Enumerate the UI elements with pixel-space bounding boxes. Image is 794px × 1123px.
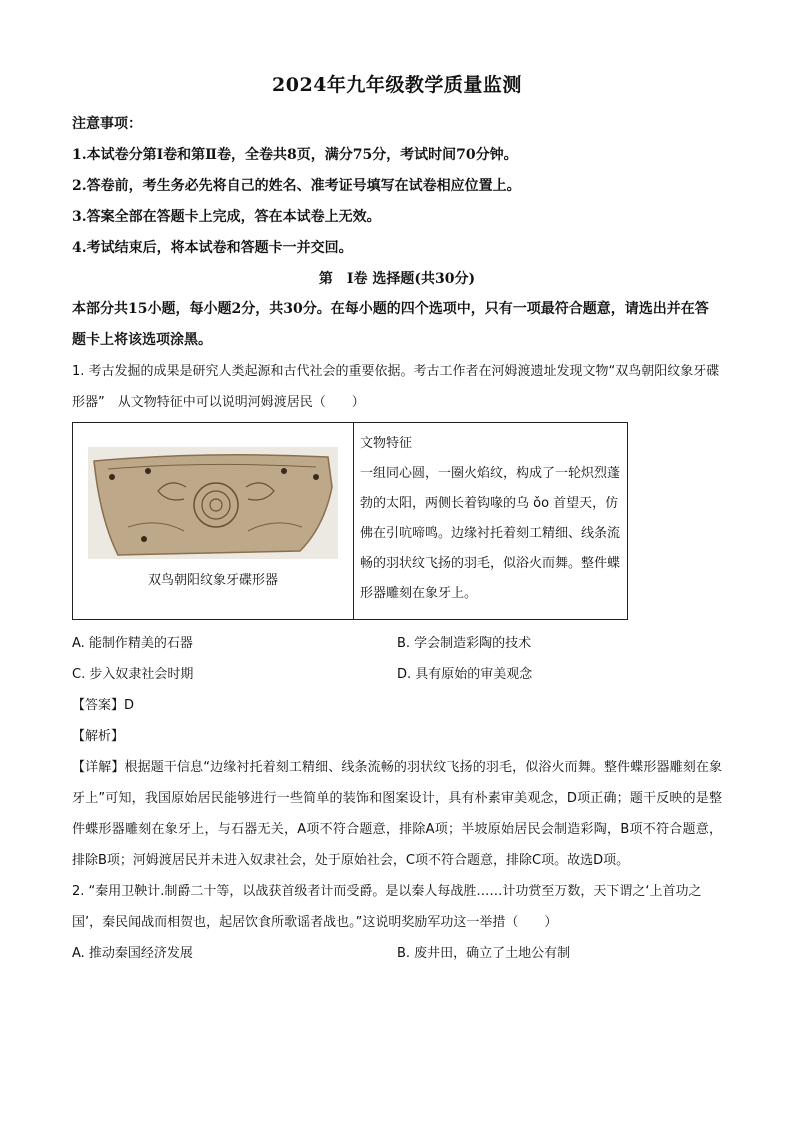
analysis-label: 【解析】 xyxy=(72,729,125,744)
artifact-features-cell xyxy=(354,423,628,620)
artifact-table xyxy=(72,422,628,620)
artifact-image-cell xyxy=(73,423,354,620)
artifact-caption: 双鸟朝阳纹象牙碟形器 xyxy=(147,573,278,588)
page-title: 2024年九年级教学质量监测 xyxy=(272,74,522,96)
option-a: A. 能制作精美的石器 xyxy=(72,636,193,651)
question-1-options xyxy=(72,628,722,690)
notice-item-4: 4.考试结束后，将本试卷和答题卡一并交回。 xyxy=(72,240,353,256)
question-2-options xyxy=(72,938,722,969)
notice-heading: 注意事项： xyxy=(72,116,142,132)
question-1-stem: 1. 考古发掘的成果是研究人类起源和古代社会的重要依据。考古工作者在河姆渡遗址发现文物“双鸟朝阳纹象牙碟形器” 从文物特征中可以说明河姆渡居民（ ） xyxy=(72,364,720,410)
answer-label: 【答案】D xyxy=(72,698,135,713)
option-b: B. 学会制造彩陶的技术 xyxy=(397,636,532,651)
artifact-image xyxy=(88,447,338,559)
notice-item-1: 1.本试卷分第Ⅰ卷和第Ⅱ卷，全卷共8页，满分75分，考试时间70分钟。 xyxy=(72,147,518,163)
question-2-stem: 2. “秦用卫鞅计.制爵二十等，以战获首级者计而受爵。是以秦人每战胜……计功赏至万数，天下谓之‘上首功之国’，秦民闻战而相贺也，起居饮食所歌谣者战也。”这说明奖励军功这一举措（ ） xyxy=(72,884,702,930)
section-title: 第 Ⅰ卷 选择题(共30分) xyxy=(318,271,476,287)
exam-page xyxy=(72,70,722,969)
q2-option-b: B. 废井田，确立了土地公有制 xyxy=(397,946,571,961)
feature-heading: 文物特征 xyxy=(360,436,413,451)
section-intro: 本部分共15小题，每小题2分，共30分。在每小题的四个选项中，只有一项最符合题意，请选出并在答题卡上将该选项涂黑。 xyxy=(72,301,709,348)
option-c: C. 步入奴隶社会时期 xyxy=(72,667,194,682)
feature-text: 一组同心圆，一圈火焰纹，构成了一轮炽烈蓬勃的太阳，两侧长着钩喙的乌 ǒo 首望天，仿佛在引吭啼鸣。边缘衬托着刻工精细、线条流畅的羽状纹飞扬的羽毛，似浴火而舞。整件蝶形器雕刻在象牙上。 xyxy=(360,466,621,601)
option-d: D. 具有原始的审美观念 xyxy=(397,667,533,682)
q2-option-a: A. 推动秦国经济发展 xyxy=(72,946,193,961)
notice-item-3: 3.答案全部在答题卡上完成，答在本试卷上无效。 xyxy=(72,209,381,225)
explanation-text: 【详解】根据题干信息“边缘衬托着刻工精细、线条流畅的羽状纹飞扬的羽毛，似浴火而舞。整件蝶形器雕刻在象牙上”可知，我国原始居民能够进行一些简单的装饰和图案设计，具有朴素审美观念，D项正确；题干反映的是整件蝶形器雕刻在象牙上，与石器无关，A项不符合题意，排除A项；半坡原始居民会制造彩陶，B项不符合题意，排除B项；河姆渡居民并未进入奴隶社会，处于原始社会，C项不符合题意，排除C项。故选D项。 xyxy=(72,760,722,868)
notice-item-2: 2.答卷前，考生务必先将自己的姓名、准考证号填写在试卷相应位置上。 xyxy=(72,178,521,194)
